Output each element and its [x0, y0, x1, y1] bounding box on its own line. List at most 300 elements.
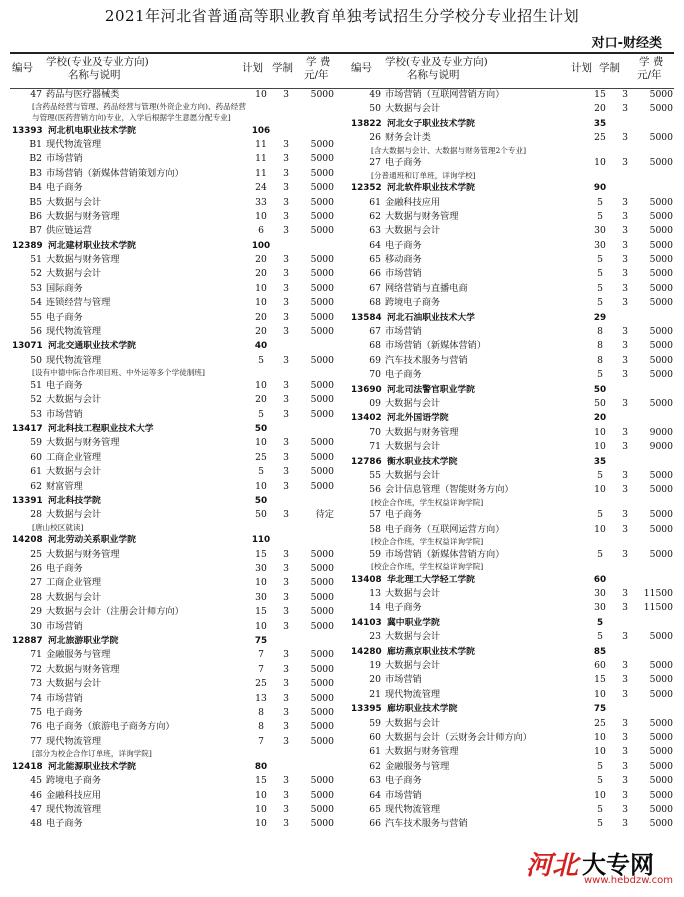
major-row [349, 339, 673, 353]
major-row [349, 673, 673, 687]
tuition-fee: 5000 [310, 311, 334, 323]
school-code: 13417 [12, 423, 43, 434]
major-row [349, 426, 673, 440]
major-row [10, 267, 334, 281]
study-length: 3 [283, 354, 289, 366]
study-length: 3 [283, 563, 289, 575]
school-name: 廊坊职业技术学院 [387, 704, 458, 715]
major-name: 市场营销 [385, 789, 422, 801]
study-length: 3 [622, 426, 628, 438]
school-code: 14280 [351, 646, 382, 657]
plan-count: 35 [593, 118, 607, 129]
tuition-fee: 5000 [649, 548, 673, 560]
major-name: 汽车技术服务与营销 [385, 818, 468, 830]
school-name: 河北科技学院 [48, 495, 101, 506]
plan-count: 25 [594, 717, 606, 729]
major-name: 现代物流管理 [46, 326, 102, 338]
major-row [10, 152, 334, 166]
major-name: 市场营销 [385, 674, 422, 686]
school-row [10, 124, 334, 138]
study-length: 3 [283, 775, 289, 787]
tuition-fee: 5000 [310, 649, 334, 661]
major-name: 电子商务（互联网运营方向） [385, 523, 505, 535]
major-code: 71 [30, 649, 42, 661]
major-code: 51 [30, 254, 42, 266]
plan-count: 20 [255, 311, 267, 323]
major-code: 56 [30, 326, 42, 338]
school-code: 13395 [351, 704, 382, 715]
major-name: 电子商务 [385, 509, 422, 521]
plan-count: 5 [258, 408, 264, 420]
header-school-line2: 名称与说明 [407, 69, 460, 81]
study-length: 3 [622, 803, 628, 815]
major-name: 现代物流管理 [46, 735, 102, 747]
watermark-logo: 河北 [526, 851, 579, 881]
major-name: 电子商务 [385, 369, 422, 381]
major-row [10, 605, 334, 619]
school-row [10, 634, 334, 648]
tuition-fee: 5000 [649, 509, 673, 521]
major-code: 45 [30, 775, 42, 787]
left-rows [10, 88, 334, 832]
page-title: 2021年河北省普通高等职业教育单独考试招生分学校分专业招生计划 [104, 7, 580, 25]
plan-count: 50 [254, 495, 268, 506]
plan-count: 15 [255, 548, 267, 560]
major-name: 电子商务 [46, 311, 83, 323]
major-code: 66 [369, 268, 381, 280]
school-name: 河北女子职业技术学院 [387, 118, 475, 129]
school-row [10, 239, 334, 253]
school-code: 14208 [12, 535, 43, 546]
tuition-fee: 5000 [310, 268, 334, 280]
major-row [349, 659, 673, 673]
major-name: 现代物流管理 [46, 354, 102, 366]
tuition-fee: 5000 [310, 297, 334, 309]
study-length: 3 [622, 398, 628, 409]
major-row [349, 601, 673, 615]
major-code: 49 [369, 89, 381, 100]
major-name: 电子商务（旅游电子商务方向） [46, 721, 175, 733]
major-note: [设有中德中际合作项目班、中外运等多个学徒制班] [32, 368, 205, 378]
tuition-fee: 5000 [310, 548, 334, 560]
major-name: 大数据与财务管理 [46, 437, 120, 449]
plan-count: 50 [255, 509, 267, 521]
major-name: 大数据与会计 [46, 591, 102, 603]
major-row [349, 296, 673, 310]
major-row [349, 630, 673, 644]
watermark-name: 大专网 [582, 851, 654, 879]
plan-count: 30 [255, 563, 267, 575]
major-name: 现代物流管理 [46, 138, 102, 150]
plan-count: 30 [255, 591, 267, 603]
major-code: 63 [369, 225, 381, 237]
major-note: [校企合作班，学生权益详询学院] [371, 562, 484, 572]
plan-count: 33 [255, 196, 267, 208]
tuition-fee: 5000 [649, 717, 673, 729]
major-name: 电子商务 [46, 182, 83, 194]
plan-count: 5 [597, 469, 603, 481]
plan-count: 11 [255, 167, 267, 179]
tuition-fee: 5000 [649, 688, 673, 700]
plan-count: 15 [594, 674, 606, 686]
major-code: 61 [369, 746, 381, 758]
study-length: 3 [283, 225, 289, 237]
tuition-fee: 5000 [310, 692, 334, 704]
major-code: B6 [29, 210, 42, 222]
tuition-fee: 5000 [310, 591, 334, 603]
school-code: 14103 [351, 617, 382, 628]
tuition-fee: 5000 [310, 437, 334, 449]
study-length: 3 [283, 721, 289, 733]
school-row [10, 494, 334, 508]
school-name: 廊坊燕京职业技术学院 [387, 646, 475, 657]
major-row [10, 282, 334, 296]
study-length: 3 [622, 660, 628, 672]
major-code: 56 [369, 484, 381, 496]
tuition-fee: 5000 [310, 775, 334, 787]
study-length: 3 [283, 379, 289, 391]
tuition-fee: 5000 [649, 775, 673, 787]
study-length: 3 [622, 441, 628, 453]
major-code: 52 [30, 394, 42, 406]
header-fee-line2: 元/年 [637, 69, 662, 81]
tuition-fee: 5000 [310, 225, 334, 237]
plan-count: 50 [593, 384, 607, 395]
school-code: 12786 [351, 456, 382, 467]
tuition-fee: 5000 [310, 707, 334, 718]
major-code: 74 [30, 692, 42, 704]
major-note: [含大数据与会计、大数据与财务管理2个专业] [371, 145, 527, 155]
tuition-fee: 5000 [310, 153, 334, 165]
major-row [10, 354, 334, 368]
major-name: 电子商务 [46, 818, 83, 830]
study-length: 3 [622, 132, 628, 144]
study-length: 3 [283, 466, 289, 478]
study-length: 3 [622, 297, 628, 309]
major-code: 59 [369, 717, 381, 729]
header-code: 编号 [12, 62, 33, 74]
major-code: 46 [30, 789, 42, 801]
study-length: 3 [283, 577, 289, 589]
major-row [10, 774, 334, 788]
major-name: 财务会计类 [385, 132, 431, 144]
study-length: 3 [283, 591, 289, 603]
study-length: 3 [283, 311, 289, 323]
major-code: 50 [369, 103, 381, 115]
major-name: 大数据与会计 [385, 441, 441, 453]
major-code: 28 [30, 509, 42, 521]
school-row [349, 117, 673, 131]
major-row [349, 253, 673, 267]
study-length: 3 [283, 182, 289, 194]
plan-count: 20 [593, 413, 607, 424]
study-length: 3 [622, 746, 628, 758]
study-length: 3 [283, 620, 289, 632]
study-length: 3 [622, 282, 628, 294]
major-row [349, 587, 673, 601]
major-row [10, 253, 334, 267]
major-code: 47 [30, 803, 42, 815]
major-code: 67 [369, 282, 381, 294]
major-name: 大数据与财务管理 [46, 548, 120, 560]
school-row [349, 702, 673, 716]
school-row [10, 533, 334, 547]
major-row [349, 523, 673, 537]
major-code: 53 [30, 282, 42, 294]
major-code: B2 [29, 153, 42, 165]
tuition-fee: 5000 [649, 369, 673, 381]
plan-count: 35 [593, 456, 607, 467]
table-header [349, 56, 673, 88]
header-school-line1: 学校(专业及专业方向) [385, 56, 488, 68]
study-length: 3 [283, 649, 289, 661]
major-row [349, 508, 673, 522]
major-row [10, 465, 334, 479]
major-name: 现代物流管理 [46, 803, 102, 815]
major-name: 供应链运营 [46, 225, 92, 237]
plan-count: 50 [254, 423, 268, 434]
right-column [349, 56, 673, 832]
plan-count: 5 [597, 254, 603, 266]
major-name: 市场营销（新媒体营销方向） [385, 548, 505, 560]
major-code: 55 [30, 311, 42, 323]
tuition-fee: 5000 [310, 721, 334, 733]
study-length: 3 [283, 282, 289, 294]
study-length: 3 [622, 602, 628, 614]
tuition-fee: 5000 [310, 167, 334, 179]
major-code: B7 [29, 225, 42, 237]
tuition-fee: 5000 [310, 326, 334, 338]
tuition-fee: 11500 [643, 588, 673, 600]
major-name: 大数据与会计 [46, 509, 102, 521]
plan-count: 10 [255, 379, 267, 391]
major-row [349, 440, 673, 454]
major-code: 09 [369, 398, 381, 409]
tuition-fee: 5000 [310, 563, 334, 575]
header-fee-line2: 元/年 [304, 69, 329, 81]
major-code: 72 [30, 663, 42, 675]
major-name: 工商企业管理 [46, 577, 102, 589]
major-row [10, 138, 334, 152]
tuition-fee: 5000 [649, 340, 673, 352]
plan-count: 85 [593, 646, 607, 657]
major-row [10, 379, 334, 393]
plan-count: 100 [251, 240, 271, 251]
major-name: 大数据与财务管理 [385, 426, 459, 438]
major-row [349, 210, 673, 224]
header-school-line2: 名称与说明 [68, 69, 121, 81]
tuition-fee: 5000 [649, 254, 673, 266]
major-row [10, 196, 334, 210]
major-name: 大数据与会计 [385, 469, 441, 481]
study-length: 3 [283, 606, 289, 618]
plan-count: 10 [255, 282, 267, 294]
major-row [349, 102, 673, 116]
school-row [349, 573, 673, 587]
major-row [349, 131, 673, 145]
school-name: 河北能源职业技术学院 [48, 761, 136, 772]
major-row [349, 774, 673, 788]
major-name: 跨境电子商务 [385, 297, 441, 309]
tuition-fee: 5000 [310, 663, 334, 675]
major-code: 73 [30, 678, 42, 690]
plan-count: 5 [597, 369, 603, 381]
major-row [349, 354, 673, 368]
tuition-fee: 11500 [643, 602, 673, 614]
plan-count: 15 [255, 775, 267, 787]
study-length: 3 [283, 480, 289, 492]
header-length: 学制 [272, 62, 293, 74]
study-length: 3 [622, 196, 628, 208]
school-name: 河北机电职业技术学院 [48, 125, 136, 136]
major-code: 25 [30, 548, 42, 560]
study-length: 3 [622, 588, 628, 600]
major-code: 77 [30, 735, 42, 747]
plan-count: 5 [597, 775, 603, 787]
tuition-fee: 5000 [310, 606, 334, 618]
school-row [10, 422, 334, 436]
major-code: 61 [369, 196, 381, 208]
plan-count: 5 [597, 509, 603, 521]
major-code: B3 [29, 167, 42, 179]
major-row [349, 548, 673, 562]
major-code: 54 [30, 297, 42, 309]
major-name: 大数据与财务管理 [46, 210, 120, 222]
study-length: 3 [283, 89, 289, 100]
major-row [349, 88, 673, 102]
major-code: B4 [29, 182, 42, 194]
tuition-fee: 5000 [649, 268, 673, 280]
major-row [349, 717, 673, 731]
study-length: 3 [622, 548, 628, 560]
tuition-fee: 5000 [310, 196, 334, 208]
major-name: 会计信息管理（智能财务方向） [385, 484, 514, 496]
major-code: 75 [30, 707, 42, 718]
major-name: 大数据与会计 [385, 103, 441, 115]
major-code: 66 [369, 818, 381, 830]
study-length: 3 [622, 157, 628, 169]
school-row [349, 645, 673, 659]
major-row [10, 706, 334, 720]
major-row [10, 789, 334, 803]
study-length: 3 [283, 437, 289, 449]
major-code: 62 [369, 760, 381, 772]
plan-count: 75 [593, 704, 607, 715]
plan-count: 90 [593, 183, 607, 194]
major-row [349, 282, 673, 296]
major-name: 网络营销与直播电商 [385, 282, 468, 294]
plan-count: 8 [258, 707, 264, 718]
major-name: 金融科技应用 [46, 789, 102, 801]
plan-count: 30 [594, 239, 606, 251]
tuition-fee: 5000 [649, 157, 673, 169]
major-name: 大数据与会计 [46, 196, 102, 208]
school-row [349, 311, 673, 325]
plan-count: 106 [251, 125, 271, 136]
school-code: 12418 [12, 761, 43, 772]
major-name: 大数据与财务管理 [46, 254, 120, 266]
major-row [349, 789, 673, 803]
major-name: 市场营销（互联网营销方向） [385, 89, 505, 100]
plan-count: 60 [594, 660, 606, 672]
tuition-fee: 5000 [310, 466, 334, 478]
major-name: 大数据与会计 [385, 660, 441, 672]
school-name: 河北司法警官职业学院 [387, 384, 475, 395]
plan-count: 80 [254, 761, 268, 772]
school-code: 13690 [351, 384, 382, 395]
major-code: 68 [369, 340, 381, 352]
tuition-fee: 5000 [649, 818, 673, 830]
tuition-fee: 5000 [649, 803, 673, 815]
study-length: 3 [622, 789, 628, 801]
tuition-fee: 待定 [315, 509, 334, 521]
plan-count: 5 [596, 617, 604, 628]
plan-count: 20 [255, 268, 267, 280]
plan-count: 10 [255, 89, 267, 100]
study-length: 3 [283, 707, 289, 718]
school-row [349, 383, 673, 397]
plan-count: 10 [255, 577, 267, 589]
major-code: B1 [29, 138, 42, 150]
major-code: 63 [369, 775, 381, 787]
plan-count: 75 [254, 636, 268, 647]
major-code: 52 [30, 268, 42, 280]
major-code: 68 [369, 297, 381, 309]
tuition-fee: 5000 [310, 282, 334, 294]
plan-count: 5 [258, 466, 264, 478]
tuition-fee: 5000 [649, 760, 673, 772]
study-length: 3 [283, 692, 289, 704]
study-length: 3 [283, 678, 289, 690]
tuition-fee: 5000 [649, 398, 673, 409]
major-row [349, 196, 673, 210]
major-code: 59 [30, 437, 42, 449]
header-fee-line1: 学 费 [639, 56, 664, 68]
study-length: 3 [622, 239, 628, 251]
plan-count: 7 [258, 649, 264, 661]
tuition-fee: 5000 [310, 735, 334, 747]
major-row [10, 451, 334, 465]
major-row [10, 508, 334, 522]
tuition-fee: 5000 [649, 731, 673, 743]
study-length: 3 [622, 631, 628, 643]
plan-count: 7 [258, 735, 264, 747]
school-row [349, 616, 673, 630]
plan-count: 13 [255, 692, 267, 704]
study-length: 3 [283, 408, 289, 420]
plan-count: 10 [255, 620, 267, 632]
tuition-fee: 5000 [649, 103, 673, 115]
major-code: 48 [30, 818, 42, 830]
tuition-fee: 5000 [310, 789, 334, 801]
plan-count: 30 [594, 588, 606, 600]
plan-count: 5 [597, 631, 603, 643]
plan-count: 10 [255, 210, 267, 222]
school-row [349, 455, 673, 469]
plan-count: 20 [255, 394, 267, 406]
plan-count: 10 [255, 789, 267, 801]
study-length: 3 [283, 789, 289, 801]
study-length: 3 [622, 818, 628, 830]
plan-count: 40 [254, 341, 268, 352]
plan-count: 29 [593, 312, 607, 323]
plan-count: 10 [594, 484, 606, 496]
major-name: 汽车技术服务与营销 [385, 354, 468, 366]
major-name: 连锁经营与管理 [46, 297, 111, 309]
plan-count: 60 [593, 574, 607, 585]
major-name: 电子商务 [46, 379, 83, 391]
plan-count: 5 [597, 282, 603, 294]
